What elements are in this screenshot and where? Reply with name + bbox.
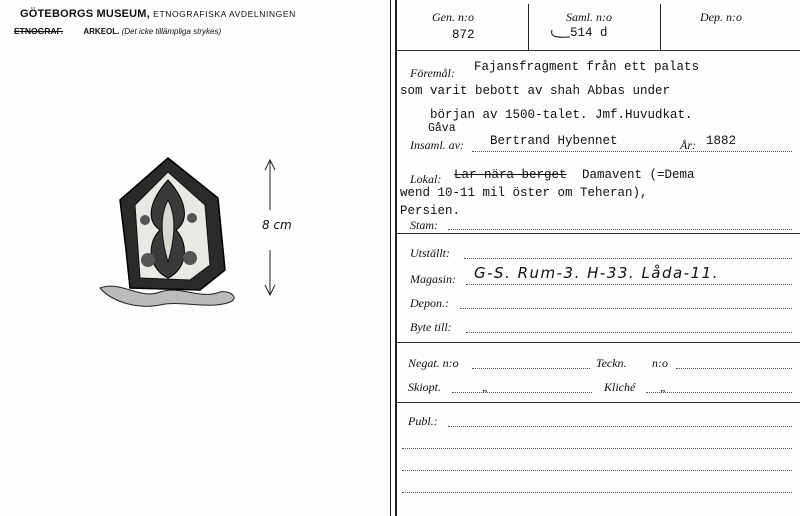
- gen-label: Gen. n:o: [432, 10, 474, 24]
- gen-value: 872: [452, 28, 475, 42]
- kliche-rule: [646, 392, 792, 393]
- gen-divider: [528, 4, 529, 50]
- museum-header: [20, 8, 296, 20]
- teckn-number-label: n:o: [652, 356, 668, 370]
- publ-rule-4: [402, 492, 792, 493]
- magasin-label: Magasin:: [410, 272, 456, 286]
- byte-label: Byte till:: [410, 320, 452, 334]
- skiopt-rule: [452, 392, 592, 393]
- lokal-label: Lokal:: [410, 172, 442, 186]
- kliche-label: Kliché: [604, 380, 636, 394]
- section-rule-1: [396, 233, 800, 234]
- dep-label: Dep. n:o: [700, 10, 742, 24]
- tile-fragment-icon: [100, 158, 234, 306]
- insaml-rule: [472, 151, 792, 152]
- foremal-line-2: som varit bebott av shah Abbas under: [400, 84, 671, 98]
- lokal-struck: Lar nära berget: [454, 168, 567, 182]
- publ-label: Publ.:: [408, 414, 438, 428]
- foremal-label: Föremål:: [410, 66, 455, 80]
- arkeol-label: ARKEOL.: [83, 27, 120, 36]
- lokal-line-1: Damavent (=Dema: [582, 168, 695, 182]
- saml-mark-icon: [548, 28, 572, 42]
- utstallt-label: Utställt:: [410, 246, 451, 260]
- card-border-line: [395, 0, 397, 516]
- saml-divider: [660, 4, 661, 50]
- negat-label: Negat. n:o: [408, 356, 459, 370]
- insaml-value: Bertrand Hybennet: [490, 134, 618, 148]
- saml-label: Saml. n:o: [566, 10, 612, 24]
- magasin-value: G-S. Rum-3. H-33. Låda-11.: [474, 264, 719, 282]
- insaml-label: Insaml. av:: [410, 138, 464, 152]
- size-label: 8 cm: [262, 218, 292, 232]
- section-rule-3: [396, 402, 800, 403]
- utstallt-rule: [464, 258, 792, 259]
- magasin-rule: [466, 284, 792, 285]
- byte-rule: [466, 332, 792, 333]
- section-rule-2: [396, 342, 800, 343]
- teckn-label: Teckn.: [596, 356, 627, 370]
- museum-name: GÖTEBORGS MUSEUM,: [20, 8, 150, 20]
- department-name: ETNOGRAFISKA AVDELNINGEN: [153, 9, 296, 19]
- foremal-line-1: Fajansfragment från ett palats: [474, 60, 700, 74]
- strike-note: (Det icke tillämpliga strykes): [121, 27, 222, 36]
- skiopt-label: Skiopt.: [408, 380, 441, 394]
- kliche-ditto: „: [660, 380, 667, 394]
- ar-label: År:: [680, 138, 696, 152]
- publ-rule-2: [402, 448, 792, 449]
- depon-label: Depon.:: [410, 296, 449, 310]
- department-subheader: [14, 26, 221, 36]
- publ-rule-1: [448, 426, 792, 427]
- lokal-line-3: Persien.: [400, 204, 461, 218]
- stam-rule: [448, 229, 792, 230]
- stam-label: Stam:: [410, 218, 438, 232]
- foremal-line-3: början av 1500-talet. Jmf.Huvudkat.: [430, 108, 693, 122]
- publ-rule-3: [402, 470, 792, 471]
- teckn-rule: [676, 368, 792, 369]
- header-rule: [396, 50, 800, 51]
- skiopt-ditto: „: [482, 380, 489, 394]
- tile-fragment-drawing: [90, 150, 320, 320]
- ar-value: 1882: [706, 134, 737, 148]
- saml-value: 514 d: [570, 26, 608, 40]
- negat-rule: [472, 368, 590, 369]
- struck-department: ETNOGRAF.: [14, 26, 64, 36]
- depon-rule: [460, 308, 792, 309]
- lokal-line-2: wend 10-11 mil öster om Teheran),: [400, 186, 648, 200]
- gava-note: Gåva: [428, 122, 456, 135]
- left-margin-line: [390, 0, 391, 516]
